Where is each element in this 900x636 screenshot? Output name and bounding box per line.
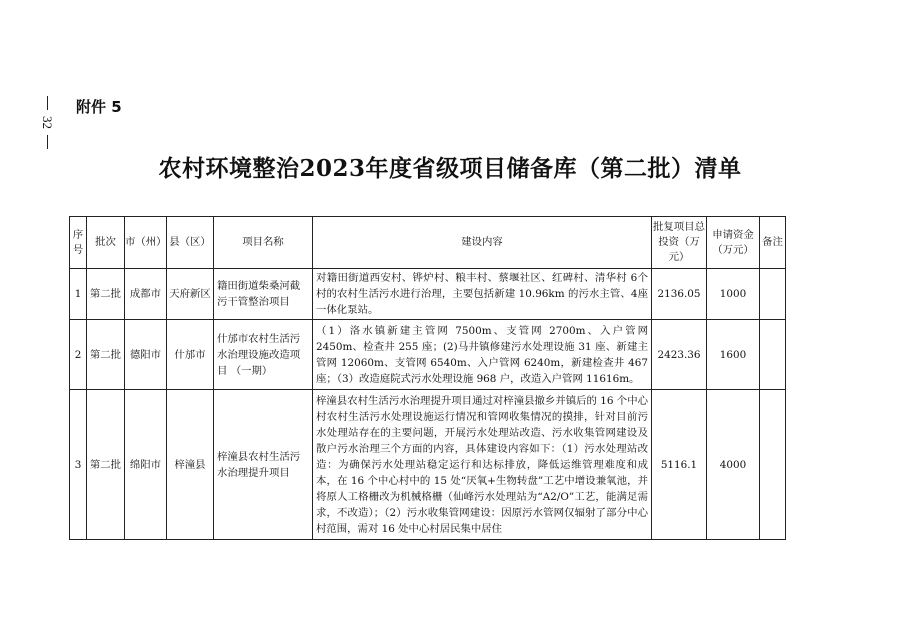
cell-city: 成都市 (125, 269, 167, 320)
table-row (70, 269, 786, 320)
header-city: 市（州） (125, 217, 167, 269)
header-project: 项目名称 (214, 217, 313, 269)
cell-county: 什邡市 (167, 320, 214, 390)
page-number: 32 (40, 116, 55, 129)
cell-remark (760, 390, 786, 540)
table-row (70, 320, 786, 390)
margin-rule-bottom (47, 135, 48, 149)
header-approved-investment: 批复项目总投资（万元） (652, 217, 707, 269)
cell-project-name: 什邡市农村生活污水治理设施改造项目 （一期） (214, 320, 313, 390)
cell-batch: 第二批 (87, 320, 125, 390)
page-number-margin (38, 96, 56, 149)
cell-seq: 3 (70, 390, 87, 540)
cell-requested-funding: 4000 (707, 390, 760, 540)
cell-remark (760, 320, 786, 390)
header-county: 县（区） (167, 217, 214, 269)
cell-remark (760, 269, 786, 320)
cell-seq: 1 (70, 269, 87, 320)
cell-batch: 第二批 (87, 390, 125, 540)
cell-city: 德阳市 (125, 320, 167, 390)
cell-approved-investment: 2136.05 (652, 269, 707, 320)
header-seq: 序号 (70, 217, 87, 269)
header-batch: 批次 (87, 217, 125, 269)
cell-county: 天府新区 (167, 269, 214, 320)
cell-content: （1）洛水镇新建主管网 7500m、支管网 2700m、入户管网 2450m、检查井 255 座；(2)马井镇修建污水处理设施 31 座、新建主管网 12060m、支管网 6540m、入户管网 6240m，新建检查井 467 座；（3）改造庭院式污水处理设施 968 户，改造入户管网 11616m。 (313, 320, 652, 390)
project-list-table (69, 216, 786, 540)
cell-requested-funding: 1000 (707, 269, 760, 320)
cell-seq: 2 (70, 320, 87, 390)
attachment-label: 附件 5 (76, 98, 122, 116)
header-requested-funding: 申请资金（万元） (707, 217, 760, 269)
table-row (70, 390, 786, 540)
cell-content: 梓潼县农村生活污水治理提升项目通过对梓潼县撤乡并镇后的 16 个中心村农村生活污水处理设施运行情况和管网收集情况的摸排，针对目前污水处理站存在的主要问题，开展污水处理站改造、污水收集管网建设及散户污水治理三个方面的内容，具体建设内容如下：（1）污水处理站改造：为确保污水处理站稳定运行和达标排放，降低运维管理难度和成本，在 16 个中心村中的 15 处“厌氧+生物转盘”工艺中增设兼氧池，并将原人工格栅改为机械格栅（仙峰污水处理站为“A2/O”工艺，能满足需求，不改造）；（2）污水收集管网建设：因原污水管网仅辐射了部分中心村范围，需对 16 处中心村居民集中居住 (313, 390, 652, 540)
table-header-row (70, 217, 786, 269)
cell-city: 绵阳市 (125, 390, 167, 540)
margin-rule-top (47, 96, 48, 110)
cell-batch: 第二批 (87, 269, 125, 320)
document-title: 农村环境整治2023年度省级项目储备库（第二批）清单 (158, 155, 742, 182)
cell-project-name: 梓潼县农村生活污水治理提升项目 (214, 390, 313, 540)
cell-approved-investment: 5116.1 (652, 390, 707, 540)
cell-approved-investment: 2423.36 (652, 320, 707, 390)
cell-content: 对籍田街道西安村、铧炉村、粮丰村、蔡堰社区、红碑村、清华村 6个村的农村生活污水进行治理，主要包括新建 10.96km 的污水主管、4座一体化泵站。 (313, 269, 652, 320)
cell-requested-funding: 1600 (707, 320, 760, 390)
cell-project-name: 籍田街道柴桑河截污干管整治项目 (214, 269, 313, 320)
header-remark: 备注 (760, 217, 786, 269)
cell-county: 梓潼县 (167, 390, 214, 540)
header-content: 建设内容 (313, 217, 652, 269)
